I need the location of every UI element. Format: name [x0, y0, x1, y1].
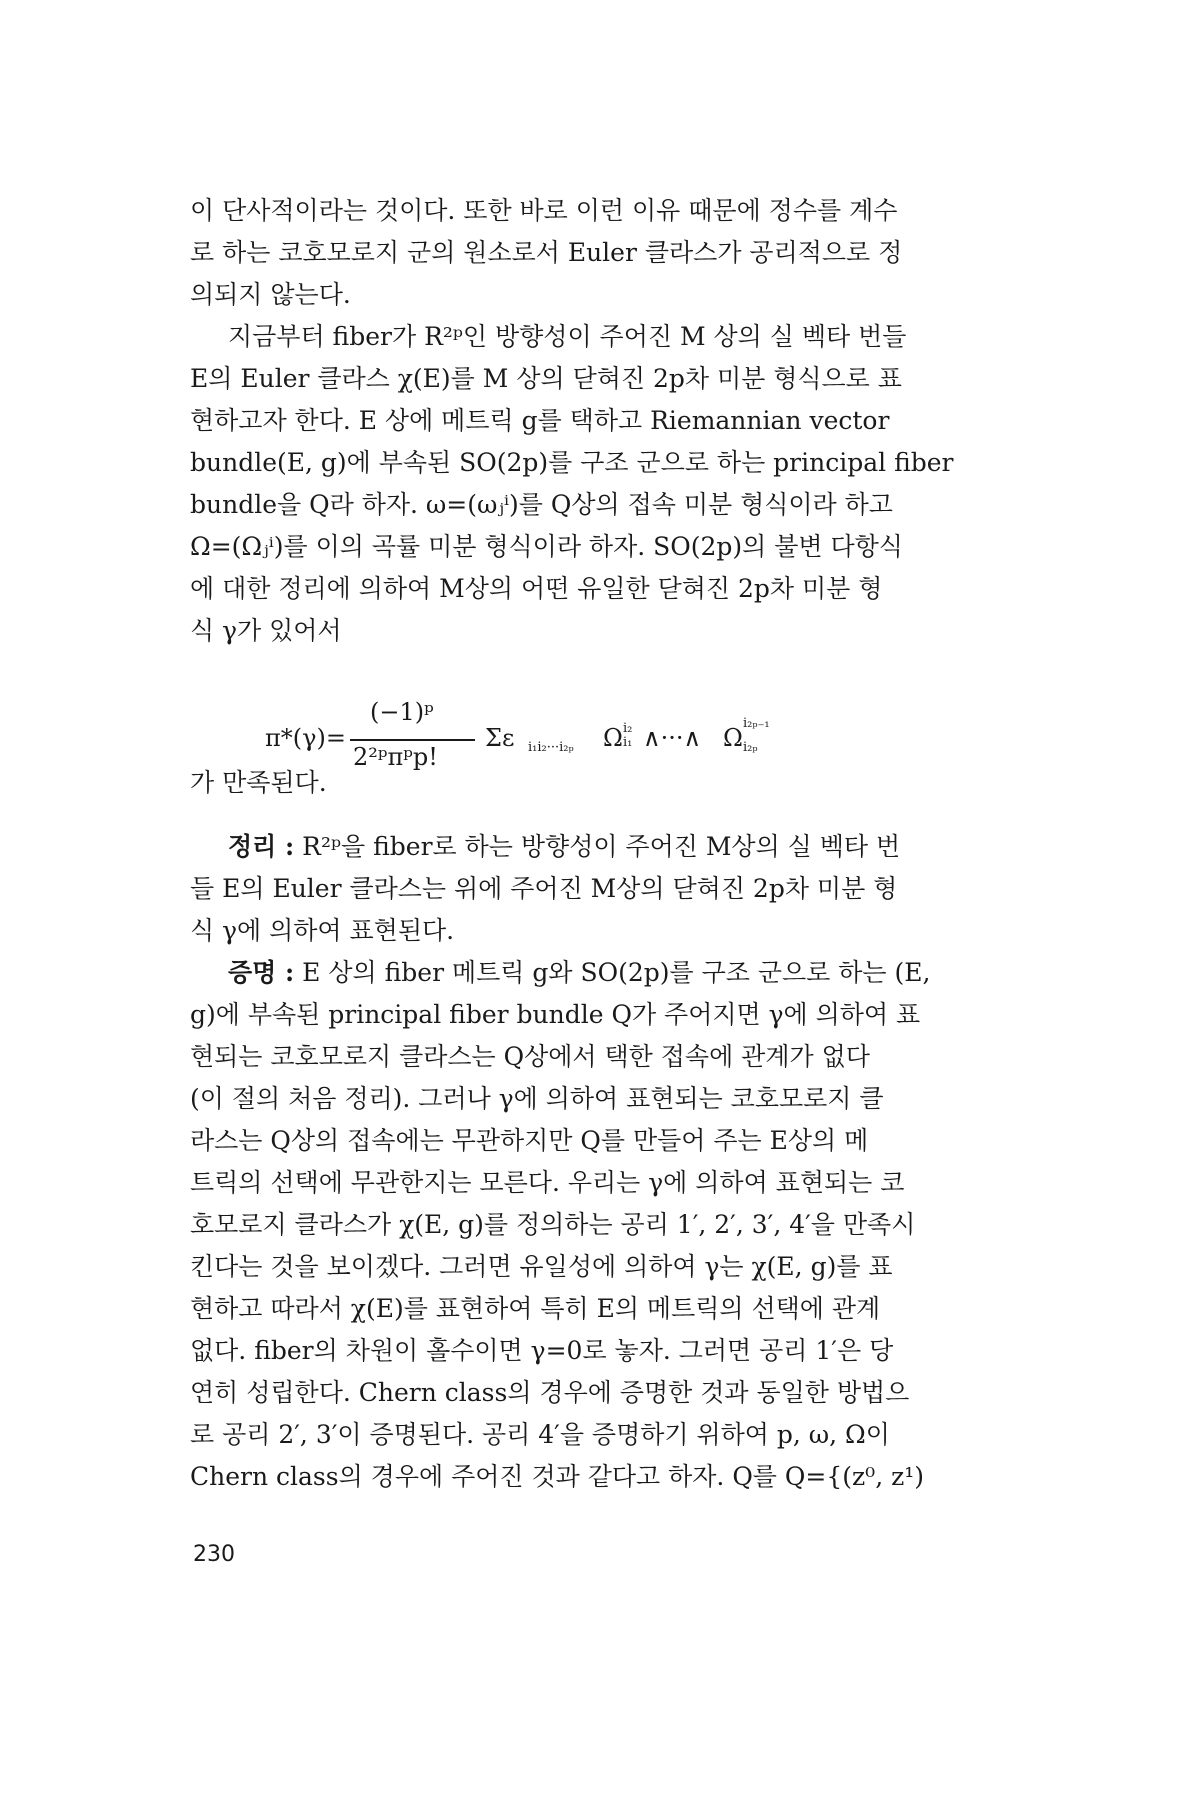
text-line: g)에 부속된 principal fiber bundle Q가 주어지면 γ에 의하여 표	[190, 1000, 921, 1029]
paragraph-2	[190, 316, 1010, 652]
equation-sum-subscript: i₁i₂···i₂ₚ	[528, 740, 574, 755]
text-line: R²ᵖ을 fiber로 하는 방향성이 주어진 M상의 실 벡타 번	[294, 832, 901, 861]
paragraph-1	[190, 190, 1010, 316]
page-body	[190, 190, 1010, 1498]
text-line: 현하고 따라서 χ(E)를 표현하여 특히 E의 메트릭의 선택에 관계	[190, 1294, 881, 1323]
text-line: bundle을 Q라 하자. ω=(ωⱼⁱ)를 Q상의 접속 미분 형식이라 하고	[190, 490, 893, 519]
euler-form-equation	[265, 696, 905, 776]
text-line: Chern class의 경우에 주어진 것과 같다고 하자. Q를 Q={(z⁰, z¹)	[190, 1462, 925, 1491]
text-line: E의 Euler 클라스 χ(E)를 M 상의 닫혀진 2p차 미분 형식으로 표	[190, 364, 902, 393]
text-line: 들 E의 Euler 클라스는 위에 주어진 M상의 닫혀진 2p차 미분 형	[190, 874, 898, 903]
equation-omega: Ω	[603, 724, 623, 752]
text-line: 에 대한 정리에 의하여 M상의 어떤 유일한 닫혀진 2p차 미분 형	[190, 574, 883, 603]
equation-denominator: 2²ᵖπᵖp!	[353, 743, 438, 771]
equation-sum: Σε	[485, 724, 515, 752]
text-line: 가 만족된다.	[190, 768, 327, 797]
equation-last-superscript: i₂ₚ₋₁	[743, 716, 770, 731]
text-line: 로 공리 2′, 3′이 증명된다. 공리 4′을 증명하기 위하여 p, ω, Ω이	[190, 1420, 890, 1449]
text-line: bundle(E, g)에 부속된 SO(2p)를 구조 군으로 하는 principal fiber	[190, 448, 954, 477]
theorem-paragraph	[190, 826, 1010, 952]
text-line: 현되는 코호모로지 클라스는 Q상에서 택한 접속에 관계가 없다	[190, 1042, 870, 1071]
text-line: 의되지 않는다.	[190, 280, 351, 309]
fraction-bar	[350, 739, 475, 741]
text-line: 식 γ가 있어서	[190, 616, 342, 645]
text-line: 없다. fiber의 차원이 홀수이면 γ=0로 놓자. 그러면 공리 1′은 당	[190, 1336, 894, 1365]
theorem-label: 정리 :	[228, 832, 295, 861]
text-line: 호모로지 클라스가 χ(E, g)를 정의하는 공리 1′, 2′, 3′, 4′을 만족시	[190, 1210, 916, 1239]
text-line: 라스는 Q상의 접속에는 무관하지만 Q를 만들어 주는 E상의 메	[190, 1126, 869, 1155]
text-line: 식 γ에 의하여 표현된다.	[190, 916, 455, 945]
page-number: 230	[193, 1542, 235, 1567]
proof-paragraph	[190, 952, 1010, 1498]
text-line: Ω=(Ωⱼⁱ)를 이의 곡률 미분 형식이라 하자. SO(2p)의 불변 다항식	[190, 532, 903, 561]
equation-lhs: π*(γ)=	[265, 724, 346, 752]
equation-numerator: (−1)ᵖ	[370, 698, 434, 726]
text-line: (이 절의 처음 정리). 그러나 γ에 의하여 표현되는 코호모로지 클	[190, 1084, 884, 1113]
text-line: 이 단사적이라는 것이다. 또한 바로 이런 이유 때문에 정수를 계수	[190, 196, 898, 225]
equation-last-subscript: i₂ₚ	[743, 740, 758, 755]
text-line: 킨다는 것을 보이겠다. 그러면 유일성에 의하여 γ는 χ(E, g)를 표	[190, 1252, 893, 1281]
equation-last-omega: Ω	[723, 724, 743, 752]
text-line: 로 하는 코호모로지 군의 원소로서 Euler 클라스가 공리적으로 정	[190, 238, 903, 267]
equation-omega-indices: i₂ i₁	[623, 721, 633, 750]
paragraph-spacer	[190, 804, 1010, 826]
text-line: 트릭의 선택에 무관한지는 모른다. 우리는 γ에 의하여 표현되는 코	[190, 1168, 905, 1197]
text-line: E 상의 fiber 메트릭 g와 SO(2p)를 구조 군으로 하는 (E,	[294, 958, 931, 987]
text-line: 지금부터 fiber가 R²ᵖ인 방향성이 주어진 M 상의 실 벡타 번들	[228, 322, 907, 351]
text-line: 연히 성립한다. Chern class의 경우에 증명한 것과 동일한 방법으	[190, 1378, 910, 1407]
equation-wedge: ∧···∧	[643, 724, 702, 752]
text-line: 현하고자 한다. E 상에 메트릭 g를 택하고 Riemannian vector	[190, 406, 890, 435]
proof-label: 증명 :	[228, 958, 295, 987]
